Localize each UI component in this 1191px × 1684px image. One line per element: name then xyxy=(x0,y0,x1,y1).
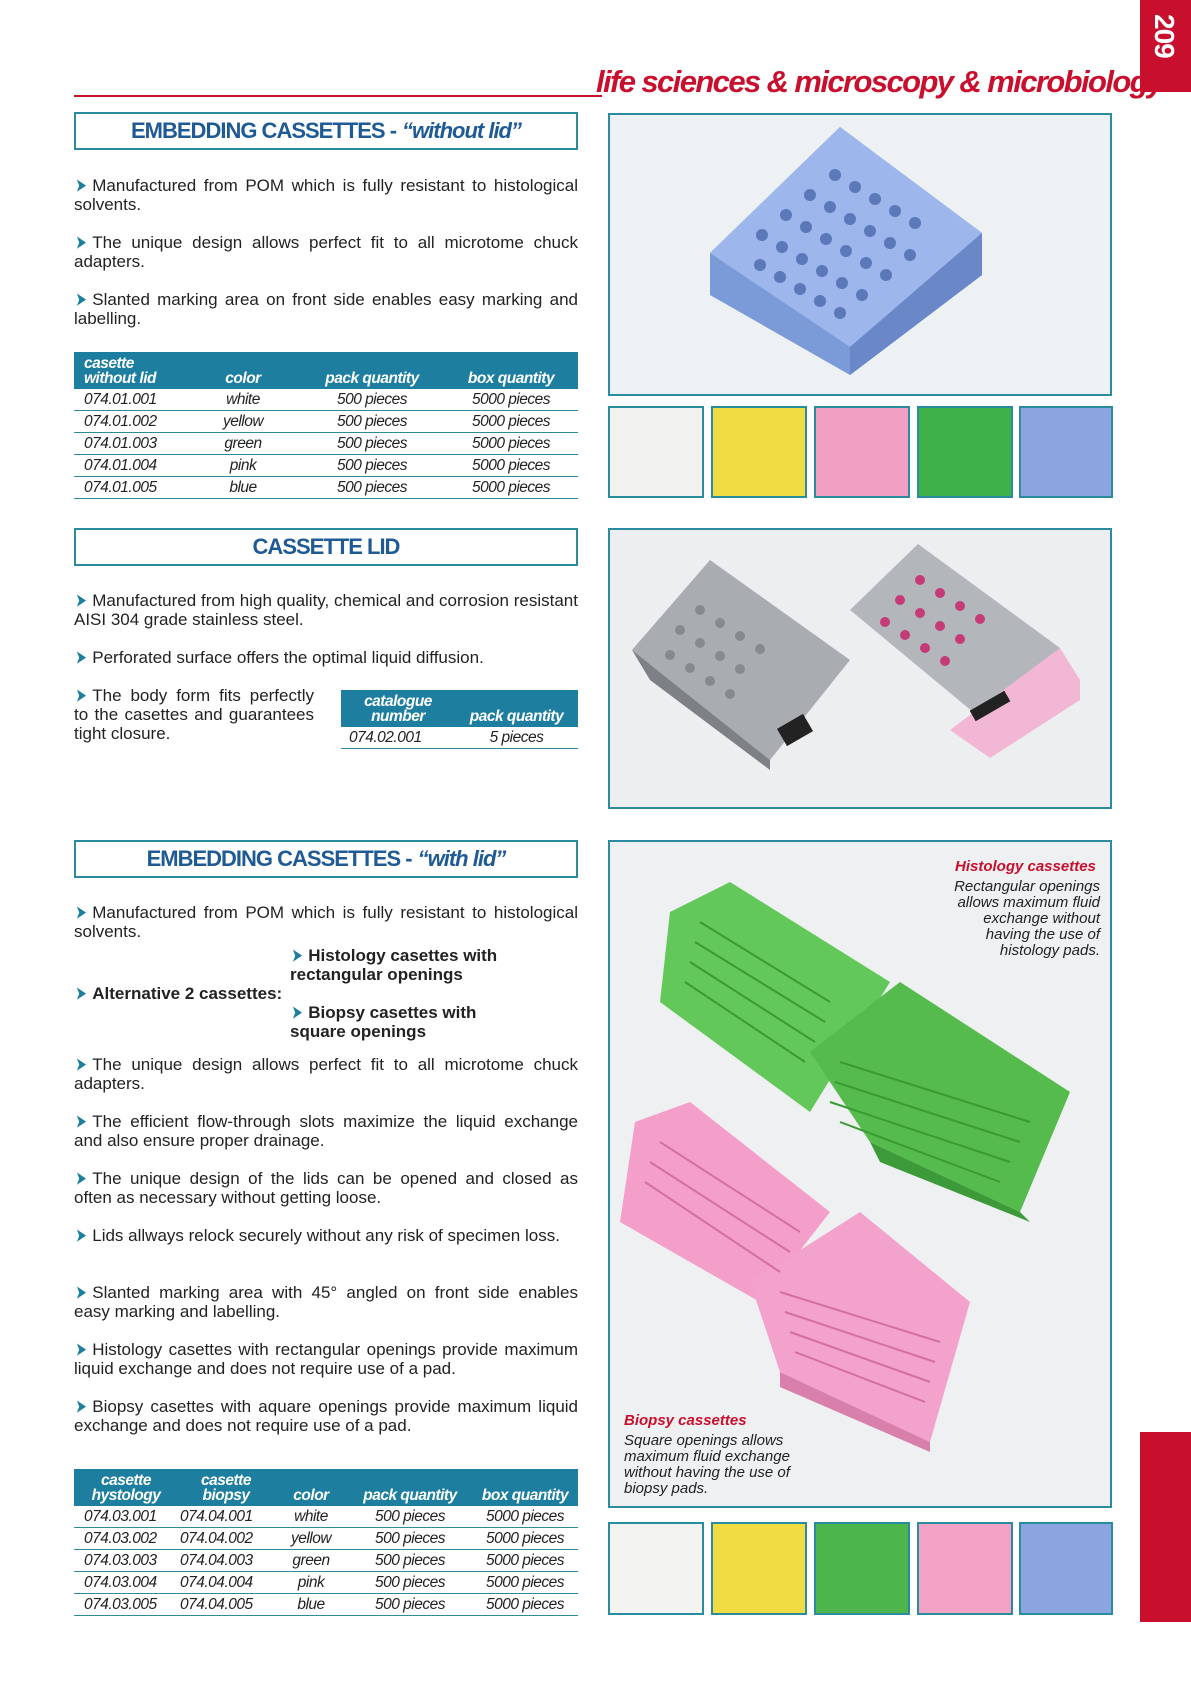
table-cell: blue xyxy=(186,477,300,499)
bullet-paragraph xyxy=(74,1397,578,1435)
bullet-paragraph xyxy=(74,903,578,941)
table-cell: 5000 pieces xyxy=(444,477,578,499)
table-cell: 5000 pieces xyxy=(444,455,578,477)
section-title-lid xyxy=(74,528,578,566)
bullet-paragraph xyxy=(74,648,578,667)
bullet-text: Manufactured from POM which is fully resistant to histological solvents. xyxy=(74,903,578,941)
page-number: 209 xyxy=(1149,14,1180,58)
cassette-blue-photo xyxy=(608,113,1112,396)
swatch-white xyxy=(608,1522,704,1615)
table-header: catalogue number xyxy=(341,690,455,727)
bullet-text: Biopsy casettes with aquare openings provide maximum liquid exchange and does not require use of a pad. xyxy=(74,1397,578,1435)
alternative-label xyxy=(74,984,282,1003)
arrow-bullet-icon: ➤ xyxy=(76,686,87,705)
table-cell: 074.03.002 xyxy=(74,1528,178,1550)
swatch-blue xyxy=(1019,1522,1113,1615)
table-cell: 074.03.004 xyxy=(74,1572,178,1594)
bullet-paragraph xyxy=(74,1283,578,1321)
table-cell: 5000 pieces xyxy=(444,389,578,411)
section-title-text: CASSETTE LID xyxy=(252,534,400,559)
arrow-bullet-icon: ➤ xyxy=(76,290,87,309)
bullet-text: Manufactured from high quality, chemical and corrosion resistant AISI 304 grade stainless steel. xyxy=(74,591,578,629)
swatch-yellow xyxy=(711,1522,807,1615)
table-cell: 074.02.001 xyxy=(341,727,455,749)
arrow-bullet-icon: ➤ xyxy=(76,1226,87,1245)
table-cell: pink xyxy=(186,455,300,477)
table-row xyxy=(74,411,578,433)
table-cell: 500 pieces xyxy=(300,477,444,499)
bullet-text: The efficient flow-through slots maximize the liquid exchange and also ensure proper drainage. xyxy=(74,1112,578,1150)
table-lid xyxy=(341,690,578,749)
table-row xyxy=(74,1506,578,1528)
caption-biopsy-title: Biopsy cassettes xyxy=(624,1412,747,1429)
table-cell: 5000 pieces xyxy=(472,1572,578,1594)
arrow-bullet-icon: ➤ xyxy=(76,176,87,195)
section-title-without-lid xyxy=(74,112,578,150)
swatch-pink xyxy=(814,406,910,498)
table-row xyxy=(74,1528,578,1550)
table-cell: 500 pieces xyxy=(300,411,444,433)
table-row xyxy=(74,455,578,477)
arrow-bullet-icon: ➤ xyxy=(292,946,303,965)
table-cell: 5 pieces xyxy=(455,727,578,749)
table-header: color xyxy=(186,352,300,389)
swatch-blue xyxy=(1019,406,1113,498)
bullet-paragraph xyxy=(74,1169,578,1207)
section-title-with-lid xyxy=(74,840,578,878)
swatch-green xyxy=(814,1522,910,1615)
table-cell: 074.03.005 xyxy=(74,1594,178,1616)
table-cell: 074.01.005 xyxy=(74,477,186,499)
table-cell: 5000 pieces xyxy=(472,1506,578,1528)
arrow-bullet-icon: ➤ xyxy=(76,233,87,252)
header-rule xyxy=(74,95,602,97)
table-cell: 5000 pieces xyxy=(444,433,578,455)
table-cell: 5000 pieces xyxy=(472,1550,578,1572)
table-header: casette without lid xyxy=(74,352,186,389)
table-cell: 500 pieces xyxy=(300,433,444,455)
swatch-pink xyxy=(917,1522,1013,1615)
caption-histology-text: Rectangular openings allows maximum fluid exchange without having the use of histology pads. xyxy=(954,878,1100,959)
table-cell: 500 pieces xyxy=(300,455,444,477)
section-title-text: EMBEDDING CASSETTES - xyxy=(131,118,397,143)
table-cell: blue xyxy=(274,1594,348,1616)
table-cell: 5000 pieces xyxy=(444,411,578,433)
table-cell: 074.01.002 xyxy=(74,411,186,433)
bullet-text: Perforated surface offers the optimal liquid diffusion. xyxy=(92,648,484,667)
table-cell: green xyxy=(186,433,300,455)
bullet-text: The body form fits perfectly to the casettes and guarantees tight closure. xyxy=(74,686,314,743)
arrow-bullet-icon: ➤ xyxy=(76,903,87,922)
table-row xyxy=(341,727,578,749)
table-cell: 074.03.001 xyxy=(74,1506,178,1528)
arrow-bullet-icon: ➤ xyxy=(76,1112,87,1131)
arrow-bullet-icon: ➤ xyxy=(76,591,87,610)
table-row xyxy=(74,1550,578,1572)
table-row xyxy=(74,433,578,455)
table-row xyxy=(74,477,578,499)
bullet-text: Histology casettes with rectangular openings provide maximum liquid exchange and does not require use of a pad. xyxy=(74,1340,578,1378)
bullet-paragraph xyxy=(74,290,578,328)
section-title-text: EMBEDDING CASSETTES - xyxy=(146,846,412,871)
arrow-bullet-icon: ➤ xyxy=(76,1397,87,1416)
bullet-paragraph xyxy=(74,1226,578,1245)
table-header: pack quantity xyxy=(300,352,444,389)
table-cell: 500 pieces xyxy=(348,1572,472,1594)
bullet-text: The unique design allows perfect fit to all microtome chuck adapters. xyxy=(74,1055,578,1093)
caption-histology-title: Histology cassettes xyxy=(955,858,1096,875)
table-header: pack quantity xyxy=(348,1469,472,1506)
arrow-bullet-icon: ➤ xyxy=(76,984,87,1003)
table-header: color xyxy=(274,1469,348,1506)
table-cell: 074.04.002 xyxy=(178,1528,274,1550)
arrow-bullet-icon: ➤ xyxy=(76,1055,87,1074)
alternative-histology xyxy=(290,946,530,984)
table-cell: 074.04.004 xyxy=(178,1572,274,1594)
cassette-lid-photo xyxy=(608,528,1112,809)
section-title-italic: “with lid” xyxy=(417,846,506,871)
table-header: casette biopsy xyxy=(178,1469,274,1506)
alternative-text: Histology casettes with rectangular openings xyxy=(290,946,498,984)
table-cell: 500 pieces xyxy=(348,1550,472,1572)
arrow-bullet-icon: ➤ xyxy=(76,1169,87,1188)
alternative-label-text: Alternative 2 cassettes: xyxy=(92,984,283,1003)
swatch-white xyxy=(608,406,704,498)
table-cell: 074.04.003 xyxy=(178,1550,274,1572)
table-cell: 5000 pieces xyxy=(472,1528,578,1550)
table-cell: 074.01.001 xyxy=(74,389,186,411)
table-cell: 500 pieces xyxy=(348,1506,472,1528)
table-header: pack quantity xyxy=(455,690,578,727)
table-cell: yellow xyxy=(186,411,300,433)
cassette-illustration xyxy=(610,115,1110,394)
bullet-text: The unique design of the lids can be opened and closed as often as necessary without getting loose. xyxy=(74,1169,578,1207)
table-without-lid xyxy=(74,352,578,499)
section-title-italic: “without lid” xyxy=(402,118,521,143)
arrow-bullet-icon: ➤ xyxy=(76,1340,87,1359)
table-cell: 074.04.001 xyxy=(178,1506,274,1528)
bullet-paragraph xyxy=(74,1112,578,1150)
bullet-paragraph xyxy=(74,591,578,629)
alternative-text: Biopsy casettes with square openings xyxy=(290,1003,477,1041)
bullet-text: Lids allways relock securely without any risk of specimen loss. xyxy=(92,1226,560,1245)
lid-illustration xyxy=(610,530,1110,807)
swatch-yellow xyxy=(711,406,807,498)
caption-biopsy-text: Square openings allows maximum fluid exchange without having the use of biopsy pads. xyxy=(624,1432,790,1497)
table-cell: 500 pieces xyxy=(348,1594,472,1616)
table-with-lid xyxy=(74,1469,578,1616)
table-cell: 074.03.003 xyxy=(74,1550,178,1572)
table-cell: white xyxy=(274,1506,348,1528)
table-header: box quantity xyxy=(472,1469,578,1506)
bullet-paragraph xyxy=(74,233,578,271)
table-cell: 5000 pieces xyxy=(472,1594,578,1616)
table-cell: 074.01.003 xyxy=(74,433,186,455)
bullet-text: Slanted marking area on front side enables easy marking and labelling. xyxy=(74,290,578,328)
bullet-text: Slanted marking area with 45° angled on front side enables easy marking and labelling. xyxy=(74,1283,578,1321)
bullet-text: The unique design allows perfect fit to all microtome chuck adapters. xyxy=(74,233,578,271)
bullet-paragraph xyxy=(74,176,578,214)
side-marker-tab xyxy=(1140,1432,1191,1622)
table-cell: 500 pieces xyxy=(348,1528,472,1550)
bullet-paragraph xyxy=(74,1055,578,1093)
table-row xyxy=(74,389,578,411)
arrow-bullet-icon: ➤ xyxy=(76,1283,87,1302)
bullet-text: Manufactured from POM which is fully resistant to histological solvents. xyxy=(74,176,578,214)
arrow-bullet-icon: ➤ xyxy=(292,1003,303,1022)
table-header: box quantity xyxy=(444,352,578,389)
table-cell: 074.01.004 xyxy=(74,455,186,477)
page-header-title: life sciences & microscopy & microbiology xyxy=(596,64,1163,99)
swatch-green xyxy=(917,406,1013,498)
table-cell: 500 pieces xyxy=(300,389,444,411)
table-row xyxy=(74,1594,578,1616)
arrow-bullet-icon: ➤ xyxy=(76,648,87,667)
table-cell: pink xyxy=(274,1572,348,1594)
bullet-paragraph xyxy=(74,1340,578,1378)
table-cell: white xyxy=(186,389,300,411)
table-cell: 074.04.005 xyxy=(178,1594,274,1616)
table-cell: green xyxy=(274,1550,348,1572)
alternative-biopsy xyxy=(290,1003,530,1041)
table-cell: yellow xyxy=(274,1528,348,1550)
table-header: casette hystology xyxy=(74,1469,178,1506)
bullet-paragraph xyxy=(74,686,314,743)
table-row xyxy=(74,1572,578,1594)
